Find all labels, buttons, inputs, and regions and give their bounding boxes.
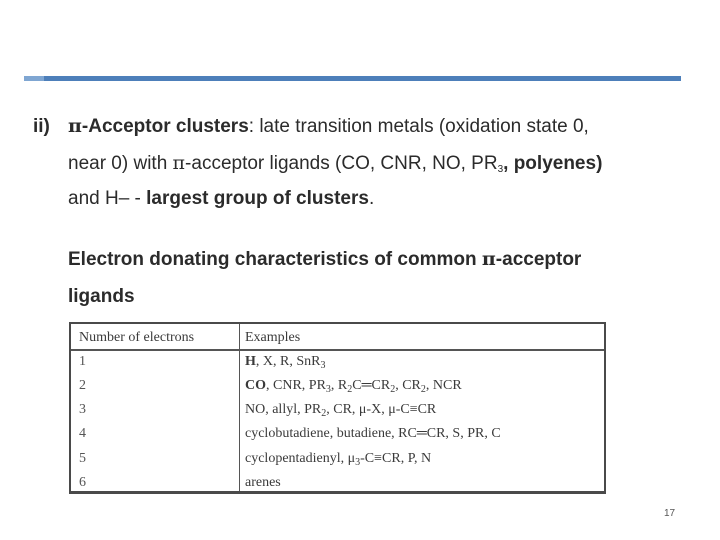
electron-count: 6 xyxy=(79,475,86,490)
electron-count: 1 xyxy=(79,354,86,369)
list-marker: ii) xyxy=(33,116,50,137)
electron-count: 5 xyxy=(79,451,86,466)
paragraph-line-2 xyxy=(68,152,602,181)
line-3-text-a: and H– - xyxy=(68,188,147,209)
subscript: 3 xyxy=(497,164,504,175)
ligand-examples: NO, allyl, $PR_2$, CR, μ-X, μ-C≡CR xyxy=(245,402,437,419)
period: . xyxy=(368,188,375,209)
title-rule xyxy=(24,76,681,81)
page-number: 17 xyxy=(664,508,676,519)
electron-count: 4 xyxy=(79,426,86,441)
largest-group-text: largest group of clusters xyxy=(146,188,369,209)
electron-count: 2 xyxy=(79,378,86,393)
pi-symbol: π xyxy=(481,248,496,270)
header-examples: Examples xyxy=(245,330,301,345)
line-2-text-b: -acceptor ligands (CO, CNR, NO, PR xyxy=(185,153,498,174)
ligand-examples: H, X, R, SnR$_3$ xyxy=(245,354,326,371)
pi-symbol: π xyxy=(172,152,186,174)
heading-text-b: -acceptor xyxy=(495,249,582,270)
electron-count: 3 xyxy=(79,402,86,417)
line-2-text-c: , polyenes) xyxy=(503,153,603,174)
colon: : xyxy=(248,116,255,137)
ligand-examples: cyclobutadiene, butadiene, RC═CR, S, PR, C xyxy=(245,426,501,441)
paragraph-line-1 xyxy=(33,115,589,138)
header-electrons: Number of electrons xyxy=(79,330,195,345)
line-1-text: late transition metals (oxidation state 0, xyxy=(254,116,589,137)
table-heading-line-2: ligands xyxy=(68,286,135,307)
title-rule-accent xyxy=(24,76,44,81)
header-rule xyxy=(71,349,604,351)
ligand-table xyxy=(69,322,606,494)
paragraph-line-3 xyxy=(68,188,374,210)
ligand-examples: cyclopentadienyl, $\mu_3-C\equiv CR$, P, N xyxy=(245,451,432,468)
ligand-examples: arenes xyxy=(245,475,281,490)
section-title: -Acceptor clusters xyxy=(81,116,249,137)
line-2-text-a: near 0) with xyxy=(68,153,173,174)
heading-text-a: Electron donating characteristics of common xyxy=(68,249,482,270)
ligand-examples: CO, CNR, $PR_3$, $R_2C═CR_2$, $CR_2$, NCR xyxy=(245,378,462,395)
pi-symbol: π xyxy=(68,115,82,137)
table-heading-line-1 xyxy=(68,248,581,271)
